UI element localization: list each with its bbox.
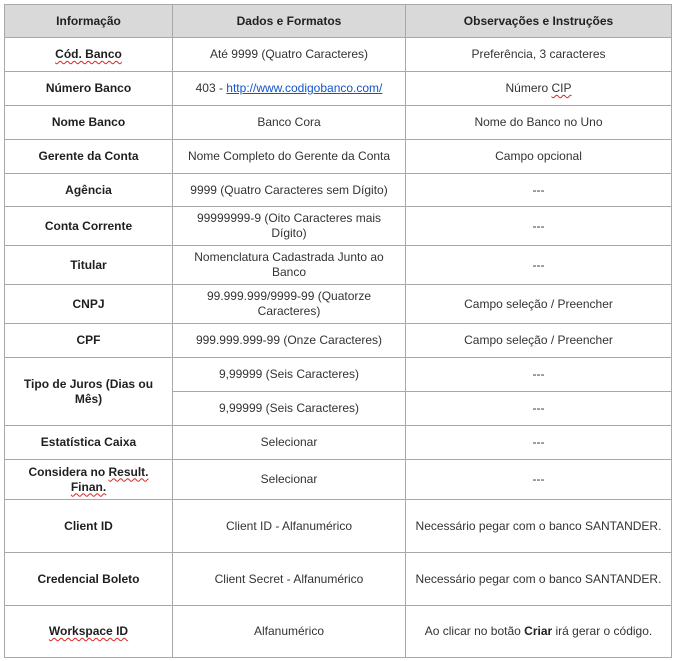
row-info-prefix: Considera no (28, 464, 109, 479)
table-row (5, 324, 672, 358)
row-obs: --- (406, 174, 672, 207)
row-obs: Campo seleção / Preencher (406, 324, 672, 358)
table-row (5, 426, 672, 460)
table-row (5, 207, 672, 246)
row-data: 99.999.999/9999-99 (Quatorze Caracteres) (173, 285, 406, 324)
table-row (5, 246, 672, 285)
row-data: Alfanumérico (173, 606, 406, 658)
table-row (5, 460, 672, 500)
header-row (5, 5, 672, 38)
row-obs: --- (406, 426, 672, 460)
table-row (5, 606, 672, 658)
row-info-mark: Result. Finan. (70, 464, 149, 494)
header-informacao: Informação (5, 5, 173, 38)
row-info-text: Workspace ID (48, 624, 129, 638)
row-info-text: Cód. Banco (55, 47, 122, 61)
row-info (5, 460, 173, 500)
header-observacoes: Observações e Instruções (406, 5, 672, 38)
row-data: Selecionar (173, 460, 406, 500)
table-row (5, 500, 672, 553)
header-dados-formatos: Dados e Formatos (173, 5, 406, 38)
row-obs (406, 606, 672, 658)
row-obs: --- (406, 358, 672, 392)
row-data: Selecionar (173, 426, 406, 460)
table-row (5, 358, 672, 392)
row-data: Client Secret - Alfanumérico (173, 553, 406, 606)
table-row (5, 553, 672, 606)
row-data-prefix: 403 - (195, 81, 227, 95)
row-data: Até 9999 (Quatro Caracteres) (173, 38, 406, 72)
row-info: Tipo de Juros (Dias ou Mês) (5, 358, 173, 426)
row-data: Client ID - Alfanumérico (173, 500, 406, 553)
row-data (173, 72, 406, 106)
row-data: Nome Completo do Gerente da Conta (173, 140, 406, 174)
row-obs-prefix: Número (505, 81, 552, 95)
row-obs-mark: CIP (551, 81, 572, 95)
row-info (5, 38, 173, 72)
row-obs: Nome do Banco no Uno (406, 106, 672, 140)
row-obs-prefix: Ao clicar no botão (424, 624, 525, 638)
row-obs-suffix: irá gerar o código. (552, 624, 653, 638)
row-info: CPF (5, 324, 173, 358)
criar-button-reference: Criar (524, 624, 553, 638)
row-info: Gerente da Conta (5, 140, 173, 174)
row-info: CNPJ (5, 285, 173, 324)
row-info (5, 606, 173, 658)
row-obs: --- (406, 207, 672, 246)
row-info: Client ID (5, 500, 173, 553)
row-data: 9,99999 (Seis Caracteres) (173, 392, 406, 426)
row-data: 9999 (Quatro Caracteres sem Dígito) (173, 174, 406, 207)
bank-fields-table-container (4, 4, 671, 658)
row-obs: Preferência, 3 caracteres (406, 38, 672, 72)
row-obs: --- (406, 392, 672, 426)
row-data: 999.999.999-99 (Onze Caracteres) (173, 324, 406, 358)
table-row (5, 106, 672, 140)
row-info: Estatística Caixa (5, 426, 173, 460)
row-info: Credencial Boleto (5, 553, 173, 606)
bank-fields-table (4, 4, 672, 658)
table-row (5, 72, 672, 106)
row-obs: Campo opcional (406, 140, 672, 174)
table-row (5, 38, 672, 72)
row-obs: Campo seleção / Preencher (406, 285, 672, 324)
row-info: Conta Corrente (5, 207, 173, 246)
table-row (5, 285, 672, 324)
row-info: Número Banco (5, 72, 173, 106)
row-data: Nomenclatura Cadastrada Junto ao Banco (173, 246, 406, 285)
row-info: Nome Banco (5, 106, 173, 140)
row-obs: Necessário pegar com o banco SANTANDER. (406, 500, 672, 553)
row-info: Titular (5, 246, 173, 285)
row-obs: Necessário pegar com o banco SANTANDER. (406, 553, 672, 606)
codigobanco-link[interactable]: http://www.codigobanco.com/ (226, 81, 383, 95)
row-obs: --- (406, 460, 672, 500)
table-row (5, 174, 672, 207)
row-data: Banco Cora (173, 106, 406, 140)
row-data: 9,99999 (Seis Caracteres) (173, 358, 406, 392)
row-info: Agência (5, 174, 173, 207)
row-obs: --- (406, 246, 672, 285)
row-obs (406, 72, 672, 106)
row-data: 99999999-9 (Oito Caracteres mais Dígito) (173, 207, 406, 246)
table-row (5, 140, 672, 174)
